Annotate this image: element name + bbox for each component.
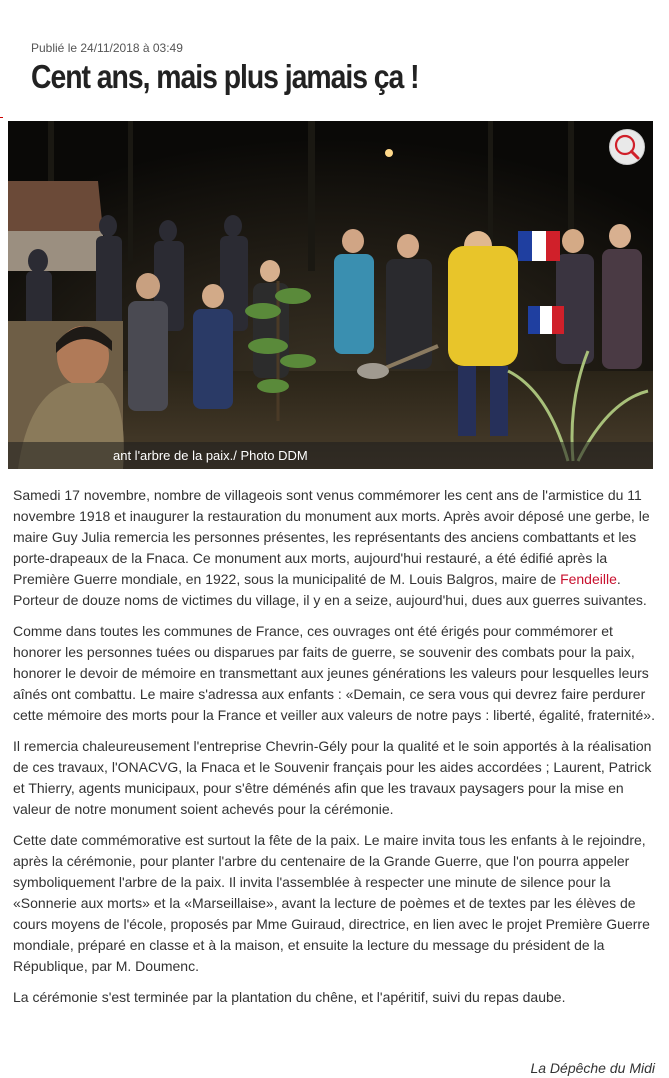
paragraph-5: La cérémonie s'est terminée par la plantation du chêne, et l'apéritif, suivi du repas daube. (13, 989, 566, 1005)
paragraph-1-part-a: Samedi 17 novembre, nombre de villageois sont venus commémorer les cent ans de l'armistice du 11 novembre 1918 et inaugurer la restauration du monument aux morts. Après avoir déposé une gerbe, le maire Guy Julia remercia les personnes présentes, les représentants des anciens combattants et les porte-drapeaux de la Fnaca. Ce monument aux morts, aujourd'hui restauré, a été édifié après la Première Guerre mondiale, en 1922, sous la municipalité de M. Louis Balgros, maire de (13, 487, 650, 587)
paragraph-3: Il remercia chaleureusement l'entreprise Chevrin-Gély pour la qualité et le soin apportés à la réalisation de ces travaux, l'ONACVG, la Fnaca et le Souvenir français pour les aides accordées ; Laurent, Patrick et Thierry, agents municipaux, pour s'être déménés afin que les travaux paysagers pour la mise en valeur de notre monument soient achevés pour la cérémonie. (13, 738, 652, 817)
zoom-button[interactable] (609, 129, 645, 165)
paragraph-1-part-b: . Porteur de douze noms de victimes du village, il y en a seize, aujourd'hui, dues aux guerres suivantes. (13, 571, 647, 608)
photo-caption-bar (8, 442, 653, 469)
paragraph-1 (13, 485, 661, 611)
magnifier-icon (610, 130, 644, 164)
accent-mark (0, 117, 3, 118)
article-body (13, 485, 661, 1018)
photo-caption: ant l'arbre de la paix./ Photo DDM (113, 448, 308, 463)
article-photo[interactable] (8, 121, 653, 469)
photo-scene (8, 121, 653, 469)
paragraph-4: Cette date commémorative est surtout la fête de la paix. Le maire invita tous les enfants à le rejoindre, après la cérémonie, pour planter l'arbre du centenaire de la Grande Guerre, que l'on pourra appeler symboliquement l'arbre de la paix. Il invita l'assemblée à respecter une minute de silence pour la «Sonnerie aux morts» et la «Marseillaise», avant la lecture de poèmes et de textes par les élèves de cours moyens de l'école, proposés par Mme Guiraud, directrice, en lien avec le projet Première Guerre mondiale, préparé en classe et à la maison, et ensuite la lecture du message du président de la République, par M. Doumenc. (13, 832, 650, 974)
article-source: La Dépêche du Midi (530, 1060, 655, 1076)
fendeille-link[interactable]: Fendeille (560, 571, 617, 587)
article-title: Cent ans, mais plus jamais ça ! (31, 58, 419, 95)
publish-date: Publié le 24/11/2018 à 03:49 (31, 41, 183, 55)
paragraph-2: Comme dans toutes les communes de France, ces ouvrages ont été érigés pour commémorer et honorer les personnes tuées ou disparues par faits de guerre, se souvenir des combats pour la paix, honorer le devoir de mémoire en transmettant aux jeunes générations les valeurs pour lesquelles leurs aînés ont combattu. Le maire s'adressa aux enfants : «Demain, ce sera vous qui devrez faire perdurer cette mémoire des morts pour la France et veiller aux valeurs de notre pays : liberté, égalité, fraternité». (13, 623, 655, 723)
